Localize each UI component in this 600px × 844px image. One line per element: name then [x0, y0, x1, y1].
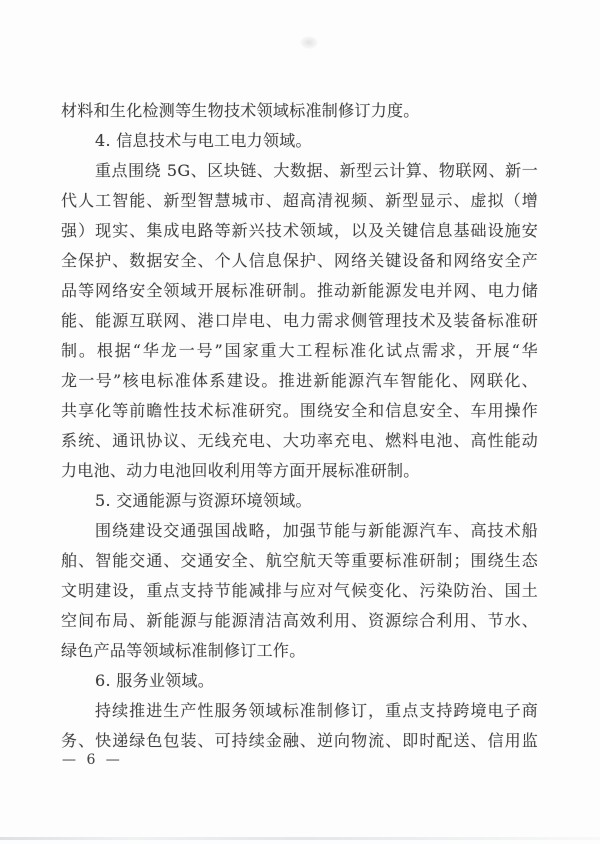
- text-line: 共享化等前瞻性技术标准研究。围绕安全和信息安全、车用操作: [61, 401, 538, 420]
- text-line: 务、快递绿色包装、可持续金融、逆向物流、即时配送、信用监: [61, 731, 538, 750]
- text-line: 舶、智能交通、交通安全、航空航天等重要标准研制；围绕生态: [61, 551, 538, 570]
- text-line: 强）现实、集成电路等新兴技术领域，以及关键信息基础设施安: [61, 221, 538, 240]
- text-line: 持续推进生产性服务领域标准制修订，重点支持跨境电子商: [95, 701, 538, 720]
- text-line: 空间布局、新能源与能源清洁高效利用、资源综合利用、节水、: [61, 611, 538, 630]
- text-line: 代人工智能、新型智慧城市、超高清视频、新型显示、虚拟（增: [61, 191, 538, 210]
- text-block: [61, 96, 538, 756]
- section-4-heading: 4. 信息技术与电工电力领域。: [95, 131, 312, 150]
- section-5-heading: 5. 交通能源与资源环境领域。: [95, 491, 312, 510]
- text-line: 能、能源互联网、港口岸电、电力需求侧管理技术及装备标准研: [61, 311, 538, 330]
- text-line: 材料和生化检测等生物技术领域标准制修订力度。: [61, 101, 420, 120]
- text-line: 重点围绕 5G、区块链、大数据、新型云计算、物联网、新一: [95, 161, 538, 180]
- text-line: 龙一号”核电标准体系建设。推进新能源汽车智能化、网联化、: [61, 371, 538, 390]
- text-line: 品等网络安全领域开展标准研制。推动新能源发电并网、电力储: [61, 281, 538, 300]
- text-line: 文明建设，重点支持节能减排与应对气候变化、污染防治、国土: [61, 581, 538, 600]
- page-number: — 6 —: [62, 752, 123, 768]
- text-line: 围绕建设交通强国战略，加强节能与新能源汽车、高技术船: [95, 521, 538, 540]
- text-line: 力电池、动力电池回收利用等方面开展标准研制。: [61, 461, 420, 480]
- scan-smudge-mark: [300, 36, 318, 49]
- bottom-scan-edge: [0, 837, 600, 840]
- text-line: 全保护、数据安全、个人信息保护、网络关键设备和网络安全产: [61, 251, 538, 270]
- section-6-heading: 6. 服务业领域。: [95, 671, 215, 690]
- text-line: 绿色产品等领域标准制修订工作。: [61, 641, 306, 660]
- text-line: 制。根据“华龙一号”国家重大工程标准化试点需求，开展“华: [61, 341, 538, 360]
- text-line: 系统、通讯协议、无线充电、大功率充电、燃料电池、高性能动: [61, 431, 538, 450]
